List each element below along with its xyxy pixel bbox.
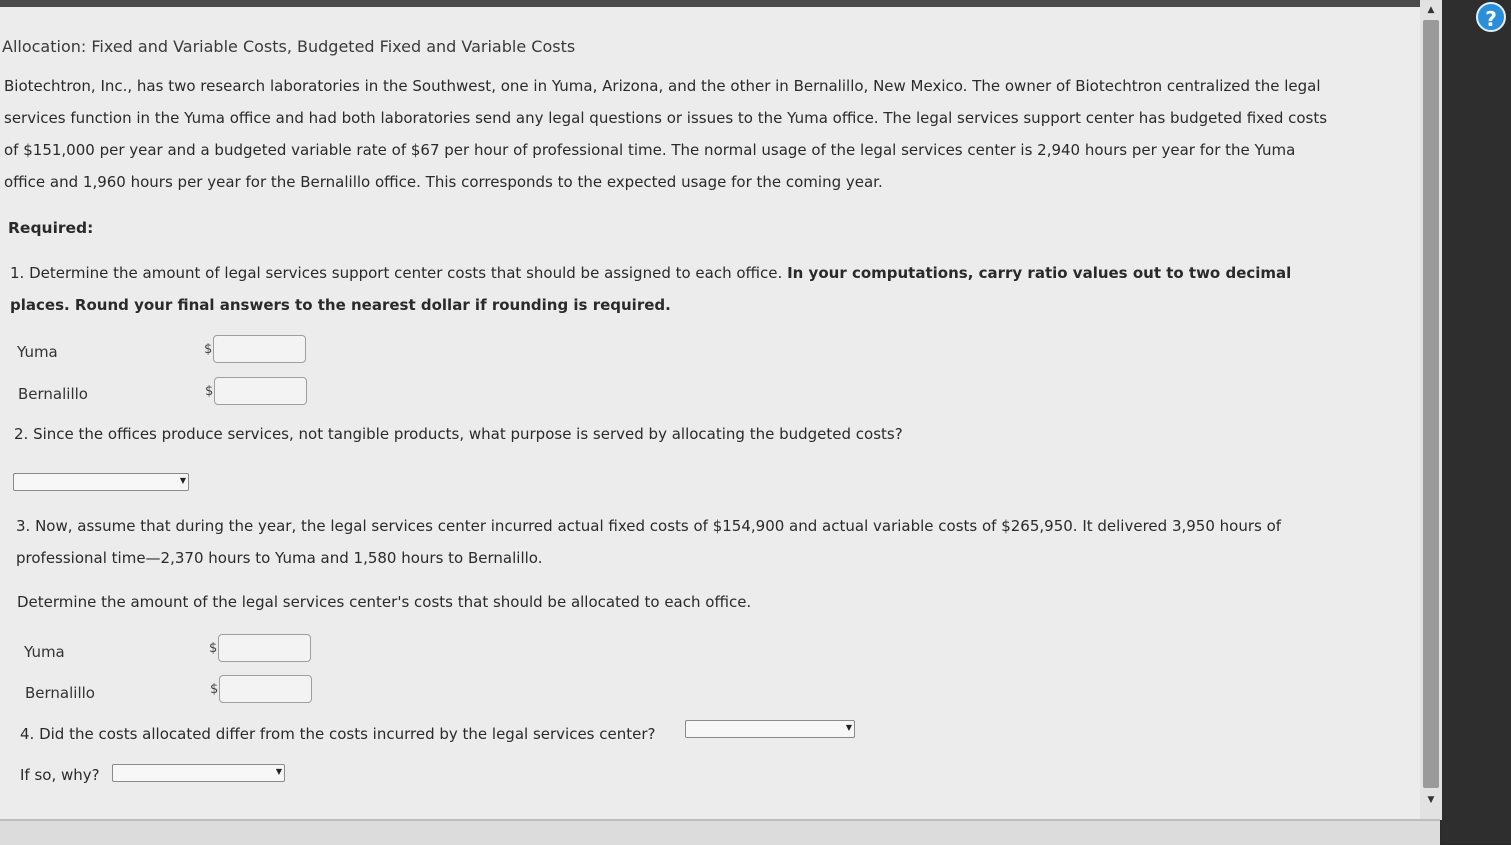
q3-text-line-2: professional time—2,370 hours to Yuma and 1,580 hours to Bernalillo. bbox=[16, 549, 543, 567]
q4-why-label: If so, why? bbox=[20, 766, 100, 784]
q3-yuma-label: Yuma bbox=[24, 643, 65, 661]
chevron-down-icon: ▼ bbox=[179, 476, 186, 485]
q1-bernalillo-currency: $ bbox=[205, 384, 214, 399]
problem-title: Allocation: Fixed and Variable Costs, Budgeted Fixed and Variable Costs bbox=[2, 37, 576, 56]
problem-page bbox=[0, 7, 1420, 819]
intro-line-1: Biotechtron, Inc., has two research laboratories in the Southwest, one in Yuma, Arizona, and the other in Bernalillo, New Mexico. The owner of Biotechtron centralized the legal bbox=[4, 77, 1321, 95]
q3-yuma-currency: $ bbox=[209, 641, 218, 656]
scroll-up-arrow-icon[interactable]: ▲ bbox=[1427, 5, 1435, 15]
q1-yuma-label: Yuma bbox=[17, 343, 58, 361]
q1-yuma-input[interactable] bbox=[213, 335, 306, 363]
chevron-down-icon: ▼ bbox=[275, 767, 282, 776]
q3-determine-text: Determine the amount of the legal services center's costs that should be allocated to each office. bbox=[17, 593, 752, 611]
chevron-down-icon: ▼ bbox=[845, 723, 852, 732]
q4-differ-select[interactable] bbox=[685, 720, 855, 738]
q3-bernalillo-input[interactable] bbox=[219, 675, 312, 703]
browser-top-edge bbox=[0, 0, 1430, 7]
q3-text-line-1: 3. Now, assume that during the year, the legal services center incurred actual fixed costs of $154,900 and actual variable costs of $265,950. It delivered 3,950 hours of bbox=[16, 517, 1282, 535]
help-icon[interactable]: ? bbox=[1476, 2, 1506, 32]
q1-emphasis: In your computations, carry ratio values out to two decimal bbox=[787, 264, 1292, 282]
q4-why-select[interactable] bbox=[112, 764, 285, 782]
q2-text: 2. Since the offices produce services, not tangible products, what purpose is served by allocating the budgeted costs? bbox=[14, 425, 903, 443]
q3-yuma-input[interactable] bbox=[218, 634, 311, 662]
q2-purpose-select[interactable] bbox=[13, 473, 189, 491]
q1-instruction: 1. Determine the amount of legal services support center costs that should be assigned to each office. bbox=[10, 264, 783, 282]
q1-bernalillo-label: Bernalillo bbox=[18, 385, 88, 403]
q3-bernalillo-currency: $ bbox=[210, 682, 219, 697]
right-side-panel bbox=[1442, 0, 1511, 843]
q1-bernalillo-input[interactable] bbox=[214, 377, 307, 405]
vertical-scrollbar[interactable] bbox=[1420, 0, 1442, 820]
scroll-down-arrow-icon[interactable]: ▼ bbox=[1427, 795, 1435, 805]
intro-line-3: of $151,000 per year and a budgeted variable rate of $67 per hour of professional time. The normal usage of the legal services center is 2,940 hours per year for the Yuma bbox=[4, 141, 1296, 159]
page-bottom-edge bbox=[0, 819, 1440, 845]
q1-text-line-1 bbox=[10, 264, 1291, 282]
q4-text: 4. Did the costs allocated differ from the costs incurred by the legal services center? bbox=[20, 725, 656, 743]
q3-bernalillo-label: Bernalillo bbox=[25, 684, 95, 702]
q1-text-line-2: places. Round your final answers to the nearest dollar if rounding is required. bbox=[10, 296, 671, 314]
scroll-thumb[interactable] bbox=[1423, 20, 1439, 788]
q1-yuma-currency: $ bbox=[204, 342, 213, 357]
required-heading: Required: bbox=[8, 219, 94, 237]
intro-line-2: services function in the Yuma office and had both laboratories send any legal questions or issues to the Yuma office. The legal services support center has budgeted fixed costs bbox=[4, 109, 1328, 127]
intro-line-4: office and 1,960 hours per year for the Bernalillo office. This corresponds to the expected usage for the coming year. bbox=[4, 173, 883, 191]
